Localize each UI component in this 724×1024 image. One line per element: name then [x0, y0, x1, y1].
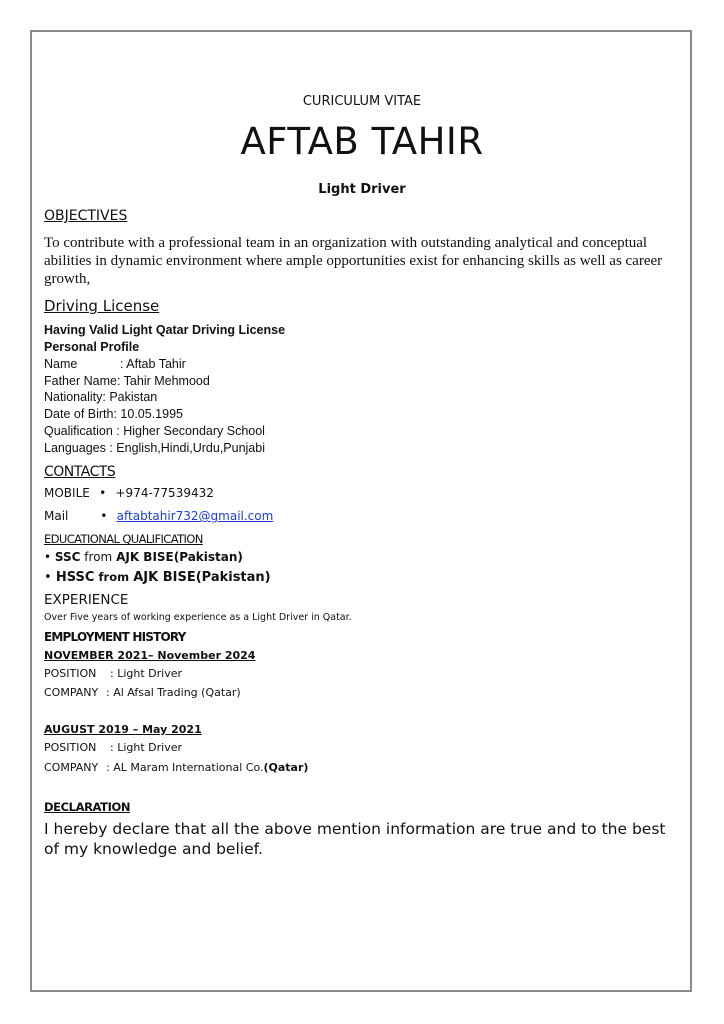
job-company: COMPANY : AL Maram International Co.(Qatar): [44, 761, 309, 774]
personal-profile-heading: Personal Profile: [44, 340, 140, 354]
cv-label: CURICULUM VITAE: [302, 94, 422, 109]
job-position: POSITION : Light Driver: [44, 741, 182, 754]
job-period: NOVEMBER 2021– November 2024: [44, 649, 256, 662]
declaration-text: I hereby declare that all the above mention information are true and to the best of my knowledge and belief.: [44, 820, 666, 858]
driving-license-statement: Having Valid Light Qatar Driving License: [44, 323, 286, 337]
profile-row-nationality: Nationality: Pakistan: [44, 390, 158, 404]
objectives-heading: OBJECTIVES: [44, 208, 128, 224]
profile-row-name: Name : Aftab Tahir: [44, 357, 186, 371]
declaration-heading: DECLARATION: [44, 800, 131, 814]
driving-license-heading: Driving License: [44, 297, 160, 315]
education-heading: EDUCATIONAL QUALIFICATION: [44, 532, 203, 546]
bullet-icon: •: [44, 550, 55, 564]
contacts-heading: CONTACTS: [44, 464, 116, 480]
profile-row-dob: Date of Birth: 10.05.1995: [44, 407, 183, 421]
bullet-icon: •: [99, 486, 107, 500]
education-item-ssc: • SSC from AJK BISE(Pakistan): [44, 550, 243, 564]
cv-page: [30, 30, 692, 992]
job-period: AUGUST 2019 – May 2021: [44, 723, 202, 736]
mobile-value: +974-77539432: [115, 486, 214, 500]
education-item-hssc: • HSSC from AJK BISE(Pakistan): [44, 570, 271, 585]
employment-heading: EMPLOYMENT HISTORY: [44, 630, 186, 644]
candidate-name: AFTAB TAHIR: [240, 120, 484, 163]
contact-mail: [44, 509, 273, 523]
profile-row-languages: Languages : English,Hindi,Urdu,Punjabi: [44, 441, 265, 455]
email-link[interactable]: aftabtahir732@gmail.com: [116, 509, 274, 523]
experience-heading: EXPERIENCE: [44, 592, 129, 608]
job-company: COMPANY : Al Afsal Trading (Qatar): [44, 686, 241, 699]
mail-label: Mail: [44, 509, 69, 523]
experience-text: Over Five years of working experience as a Light Driver in Qatar.: [44, 612, 352, 623]
contact-mobile: [44, 486, 214, 500]
objectives-text: To contribute with a professional team in an organization with outstanding analytical and conceptual abilities in dynamic environment where ample opportunities exist for enhancing skills as well as career growth,: [44, 235, 663, 287]
candidate-role: Light Driver: [318, 182, 406, 197]
job-position: POSITION : Light Driver: [44, 667, 182, 680]
bullet-icon: •: [44, 570, 56, 585]
mobile-label: MOBILE: [44, 486, 90, 500]
profile-row-qualification: Qualification : Higher Secondary School: [44, 424, 265, 438]
profile-row-father: Father Name: Tahir Mehmood: [44, 374, 210, 388]
bullet-icon: •: [100, 509, 108, 523]
